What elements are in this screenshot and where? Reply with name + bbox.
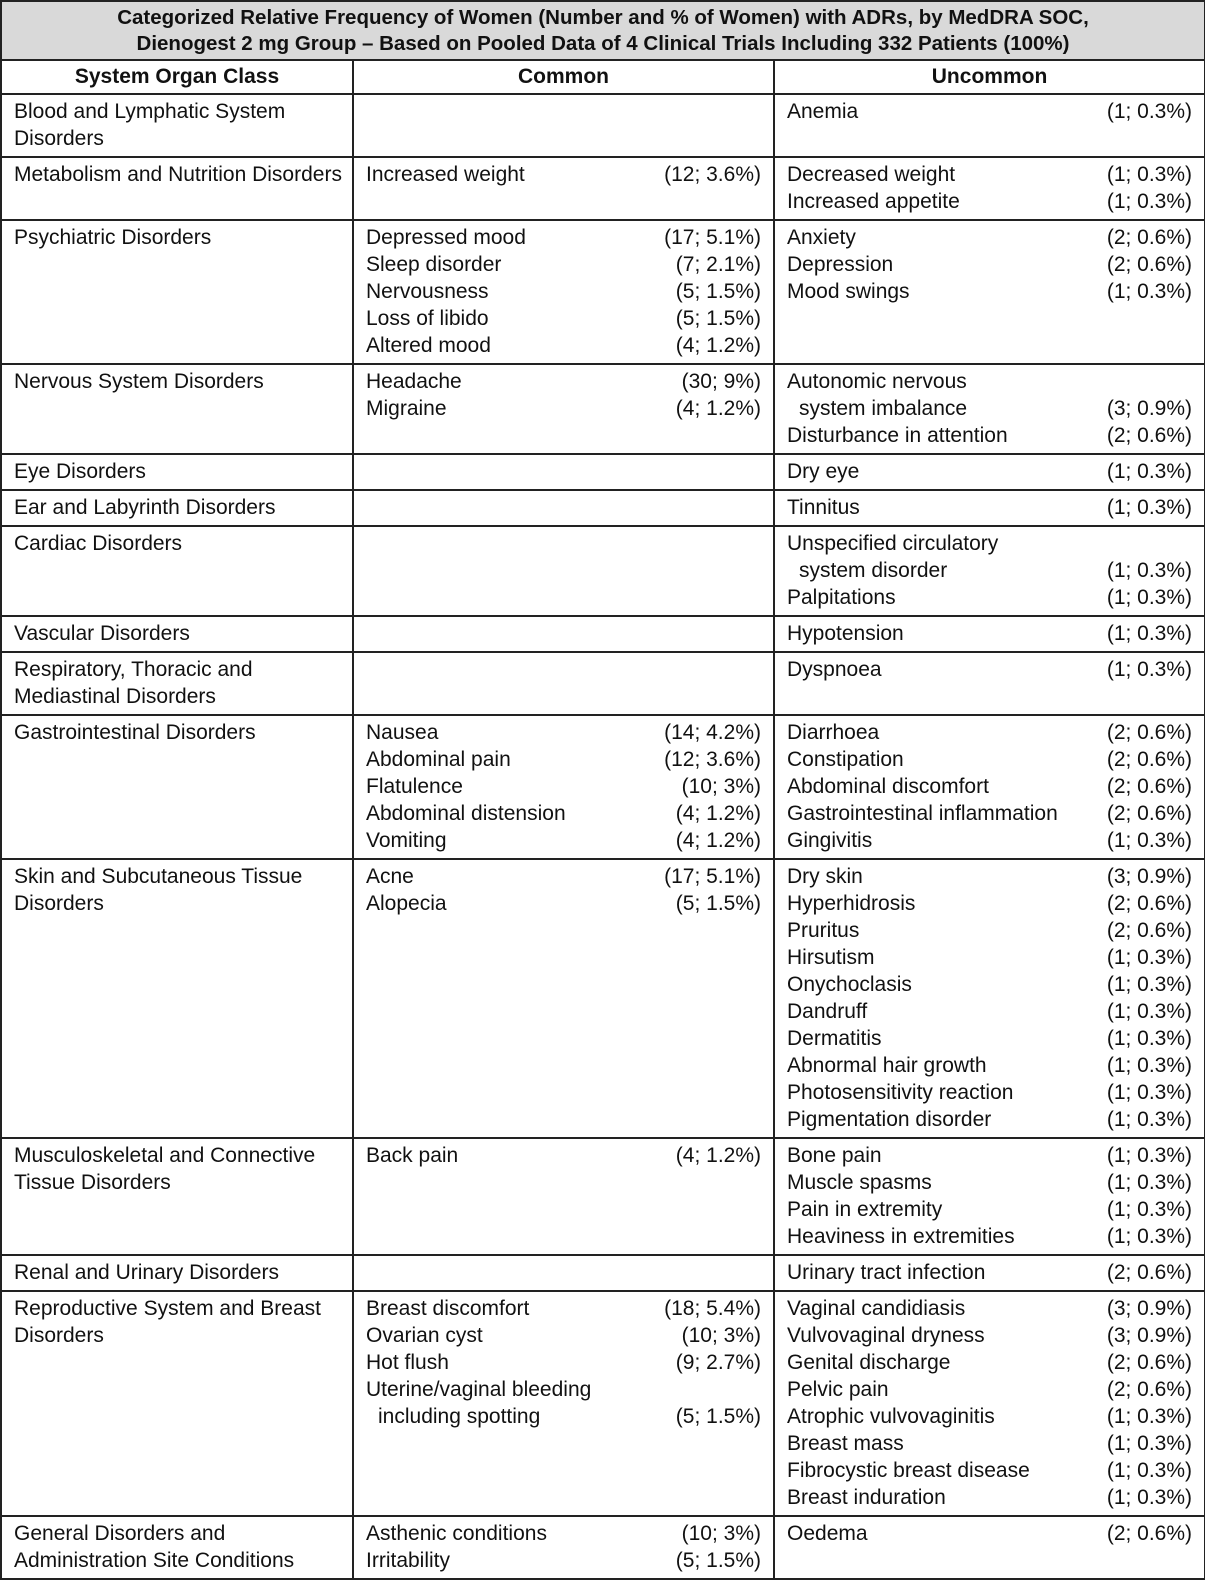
reaction-term: Photosensitivity reaction [787, 1081, 1014, 1104]
reaction-term: Onychoclasis [787, 973, 912, 996]
column-header-soc: System Organ Class [1, 60, 353, 94]
reaction-term: Breast discomfort [366, 1297, 530, 1320]
common-reaction-item [366, 224, 761, 251]
table-row [1, 1291, 1205, 1516]
common-cell [353, 157, 774, 220]
reaction-frequency: (2; 0.6%) [1106, 253, 1193, 276]
reaction-frequency: (1; 0.3%) [1106, 1144, 1193, 1167]
common-reaction-item [366, 395, 761, 422]
uncommon-reaction-item [787, 890, 1192, 917]
soc-cell: Psychiatric Disorders [1, 220, 353, 364]
common-reaction-item [366, 800, 761, 827]
reaction-term: Oedema [787, 1522, 868, 1545]
uncommon-cell [774, 364, 1205, 454]
soc-cell: Ear and Labyrinth Disorders [1, 490, 353, 526]
reaction-term: Abnormal hair growth [787, 1054, 987, 1077]
soc-cell: Eye Disorders [1, 454, 353, 490]
reaction-frequency: (1; 0.3%) [1106, 100, 1193, 123]
reaction-term: Pigmentation disorder [787, 1108, 992, 1131]
table-row [1, 94, 1205, 157]
reaction-frequency: (1; 0.3%) [1106, 1432, 1193, 1455]
reaction-term: Gastrointestinal inflammation [787, 802, 1058, 825]
common-cell [353, 1255, 774, 1291]
common-reaction-item [366, 305, 761, 332]
reaction-frequency: (1; 0.3%) [1106, 1486, 1193, 1509]
reaction-term: Depressed mood [366, 226, 526, 249]
uncommon-cell [774, 715, 1205, 859]
reaction-frequency: (2; 0.6%) [1106, 775, 1193, 798]
reaction-term: Unspecified circulatory [787, 532, 999, 555]
column-header-common: Common [353, 60, 774, 94]
soc-cell: Nervous System Disorders [1, 364, 353, 454]
reaction-frequency: (4; 1.2%) [675, 334, 761, 357]
reaction-frequency: (1; 0.3%) [1106, 460, 1193, 483]
reaction-term: Dyspnoea [787, 658, 882, 681]
column-header-uncommon: Uncommon [774, 60, 1205, 94]
reaction-term: Irritability [366, 1549, 451, 1572]
common-cell [353, 859, 774, 1138]
uncommon-cell [774, 94, 1205, 157]
common-cell [353, 1516, 774, 1579]
common-reaction-item [366, 719, 761, 746]
reaction-term: Dry eye [787, 460, 860, 483]
uncommon-reaction-item [787, 1052, 1192, 1079]
reaction-frequency: (9; 2.7%) [675, 1351, 761, 1374]
uncommon-cell [774, 157, 1205, 220]
uncommon-reaction-item [787, 719, 1192, 746]
reaction-frequency: (1; 0.3%) [1106, 1171, 1193, 1194]
table-title-line-1: Categorized Relative Frequency of Women (Number and % of Women) with ADRs, by MedDRA SOC, [117, 6, 1089, 29]
reaction-frequency: (14; 4.2%) [664, 721, 761, 744]
reaction-term: Atrophic vulvovaginitis [787, 1405, 995, 1428]
reaction-term: Hot flush [366, 1351, 449, 1374]
reaction-term: Autonomic nervous [787, 370, 967, 393]
uncommon-reaction-item [787, 1169, 1192, 1196]
common-reaction-item [366, 863, 761, 890]
reaction-term: Abdominal discomfort [787, 775, 989, 798]
reaction-frequency: (1; 0.3%) [1106, 163, 1193, 186]
reaction-frequency: (3; 0.9%) [1106, 865, 1193, 888]
uncommon-reaction-item [787, 161, 1192, 188]
reaction-term: Dermatitis [787, 1027, 882, 1050]
uncommon-reaction-item [787, 278, 1192, 305]
uncommon-cell [774, 1138, 1205, 1255]
reaction-frequency: (2; 0.6%) [1106, 748, 1193, 771]
common-reaction-item [366, 161, 761, 188]
reaction-term: system imbalance [799, 397, 968, 420]
reaction-frequency: (5; 1.5%) [675, 892, 761, 915]
uncommon-reaction-item [787, 917, 1192, 944]
uncommon-reaction-item [787, 1349, 1192, 1376]
reaction-term: Tinnitus [787, 496, 860, 519]
reaction-frequency: (1; 0.3%) [1106, 1000, 1193, 1023]
uncommon-reaction-item [787, 584, 1192, 611]
reaction-frequency: (2; 0.6%) [1106, 1351, 1193, 1374]
soc-cell: Cardiac Disorders [1, 526, 353, 616]
reaction-term: Dry skin [787, 865, 863, 888]
common-cell [353, 715, 774, 859]
reaction-term: Pain in extremity [787, 1198, 943, 1221]
reaction-term: Pruritus [787, 919, 860, 942]
reaction-frequency: (10; 3%) [681, 775, 761, 798]
reaction-term: Acne [366, 865, 414, 888]
table-row [1, 454, 1205, 490]
reaction-frequency: (2; 0.6%) [1106, 1378, 1193, 1401]
uncommon-cell [774, 454, 1205, 490]
reaction-term: Vomiting [366, 829, 447, 852]
uncommon-reaction-item [787, 746, 1192, 773]
uncommon-cell [774, 220, 1205, 364]
reaction-term: Palpitations [787, 586, 896, 609]
soc-cell: General Disorders and Administration Site Conditions [1, 1516, 353, 1579]
table-title-line-2: Dienogest 2 mg Group – Based on Pooled Data of 4 Clinical Trials Including 332 Patients (100%) [136, 32, 1070, 55]
soc-cell: Respiratory, Thoracic and Mediastinal Disorders [1, 652, 353, 715]
reaction-term: Constipation [787, 748, 904, 771]
reaction-term: Dandruff [787, 1000, 868, 1023]
reaction-term: Mood swings [787, 280, 910, 303]
reaction-frequency: (4; 1.2%) [675, 802, 761, 825]
reaction-term: Breast mass [787, 1432, 904, 1455]
uncommon-reaction-item [787, 1457, 1192, 1484]
uncommon-reaction-item [787, 1259, 1192, 1286]
reaction-frequency: (4; 1.2%) [675, 829, 761, 852]
reaction-term: Gingivitis [787, 829, 873, 852]
uncommon-cell [774, 1516, 1205, 1579]
reaction-term: Fibrocystic breast disease [787, 1459, 1030, 1482]
reaction-term: Breast induration [787, 1486, 946, 1509]
uncommon-cell [774, 652, 1205, 715]
uncommon-reaction-item [787, 557, 1192, 584]
reaction-term: Sleep disorder [366, 253, 502, 276]
uncommon-reaction-item [787, 395, 1192, 422]
common-reaction-item [366, 278, 761, 305]
uncommon-reaction-item [787, 188, 1192, 215]
reaction-term: Back pain [366, 1144, 459, 1167]
reaction-frequency: (4; 1.2%) [675, 397, 761, 420]
reaction-frequency: (1; 0.3%) [1106, 622, 1193, 645]
uncommon-reaction-item [787, 1484, 1192, 1511]
reaction-term: Bone pain [787, 1144, 882, 1167]
soc-cell: Gastrointestinal Disorders [1, 715, 353, 859]
reaction-term: Abdominal distension [366, 802, 566, 825]
common-cell [353, 220, 774, 364]
uncommon-reaction-item [787, 1079, 1192, 1106]
table-row [1, 616, 1205, 652]
uncommon-reaction-item [787, 656, 1192, 683]
common-cell [353, 490, 774, 526]
reaction-frequency: (1; 0.3%) [1106, 1081, 1193, 1104]
table-row [1, 364, 1205, 454]
common-reaction-item [366, 890, 761, 917]
reaction-term: Muscle spasms [787, 1171, 932, 1194]
title-row [1, 1, 1205, 60]
reaction-frequency: (1; 0.3%) [1106, 829, 1193, 852]
uncommon-reaction-item [787, 1196, 1192, 1223]
reaction-term: Ovarian cyst [366, 1324, 483, 1347]
reaction-term: Hirsutism [787, 946, 875, 969]
reaction-frequency: (3; 0.9%) [1106, 1324, 1193, 1347]
common-reaction-item [366, 746, 761, 773]
reaction-frequency: (4; 1.2%) [675, 1144, 761, 1167]
uncommon-reaction-item [787, 773, 1192, 800]
uncommon-reaction-item [787, 971, 1192, 998]
reaction-frequency: (5; 1.5%) [675, 307, 761, 330]
table-row [1, 1255, 1205, 1291]
reaction-frequency: (1; 0.3%) [1106, 586, 1193, 609]
reaction-term: Decreased weight [787, 163, 956, 186]
uncommon-reaction-item [787, 1376, 1192, 1403]
reaction-term: Asthenic conditions [366, 1522, 547, 1545]
common-cell [353, 1291, 774, 1516]
reaction-frequency: (5; 1.5%) [675, 280, 761, 303]
uncommon-reaction-item [787, 1106, 1192, 1133]
common-reaction-item [366, 773, 761, 800]
reaction-frequency: (1; 0.3%) [1106, 496, 1193, 519]
uncommon-reaction-item [787, 530, 1192, 557]
common-cell [353, 94, 774, 157]
reaction-frequency: (2; 0.6%) [1106, 721, 1193, 744]
common-reaction-item [366, 1142, 761, 1169]
common-reaction-item [366, 1295, 761, 1322]
uncommon-cell [774, 490, 1205, 526]
reaction-term: Vaginal candidiasis [787, 1297, 966, 1320]
reaction-frequency: (1; 0.3%) [1106, 280, 1193, 303]
reaction-term: Uterine/vaginal bleeding [366, 1378, 592, 1401]
uncommon-reaction-item [787, 368, 1192, 395]
reaction-frequency: (17; 5.1%) [664, 865, 761, 888]
uncommon-cell [774, 859, 1205, 1138]
reaction-frequency: (30; 9%) [681, 370, 761, 393]
reaction-term: Heaviness in extremities [787, 1225, 1015, 1248]
common-reaction-item [366, 1547, 761, 1574]
reaction-frequency: (18; 5.4%) [664, 1297, 761, 1320]
reaction-frequency: (2; 0.6%) [1106, 802, 1193, 825]
uncommon-reaction-item [787, 224, 1192, 251]
reaction-frequency: (2; 0.6%) [1106, 892, 1193, 915]
reaction-frequency: (2; 0.6%) [1106, 1261, 1193, 1284]
reaction-term: Hypotension [787, 622, 904, 645]
uncommon-reaction-item [787, 1223, 1192, 1250]
reaction-frequency: (1; 0.3%) [1106, 559, 1193, 582]
common-reaction-item [366, 1376, 761, 1403]
common-cell [353, 1138, 774, 1255]
reaction-term: Anemia [787, 100, 859, 123]
reaction-frequency: (5; 1.5%) [675, 1405, 761, 1428]
reaction-term: Increased appetite [787, 190, 960, 213]
uncommon-reaction-item [787, 494, 1192, 521]
uncommon-reaction-item [787, 1520, 1192, 1547]
uncommon-reaction-item [787, 458, 1192, 485]
table-row [1, 652, 1205, 715]
table-body [1, 94, 1205, 1579]
soc-cell: Musculoskeletal and Connective Tissue Disorders [1, 1138, 353, 1255]
uncommon-reaction-item [787, 863, 1192, 890]
reaction-frequency: (1; 0.3%) [1106, 1405, 1193, 1428]
reaction-frequency: (12; 3.6%) [664, 163, 761, 186]
uncommon-reaction-item [787, 422, 1192, 449]
reaction-term: Increased weight [366, 163, 525, 186]
soc-cell: Renal and Urinary Disorders [1, 1255, 353, 1291]
reaction-frequency: (7; 2.1%) [675, 253, 761, 276]
common-reaction-item [366, 332, 761, 359]
common-cell [353, 364, 774, 454]
common-cell [353, 454, 774, 490]
reaction-frequency: (1; 0.3%) [1106, 1108, 1193, 1131]
soc-cell: Reproductive System and Breast Disorders [1, 1291, 353, 1516]
reaction-term: Loss of libido [366, 307, 489, 330]
uncommon-reaction-item [787, 251, 1192, 278]
uncommon-reaction-item [787, 98, 1192, 125]
soc-cell: Vascular Disorders [1, 616, 353, 652]
soc-cell: Metabolism and Nutrition Disorders [1, 157, 353, 220]
uncommon-reaction-item [787, 1025, 1192, 1052]
common-reaction-item [366, 1520, 761, 1547]
reaction-term: Headache [366, 370, 462, 393]
reaction-frequency: (12; 3.6%) [664, 748, 761, 771]
common-cell [353, 616, 774, 652]
uncommon-cell [774, 1255, 1205, 1291]
soc-cell: Skin and Subcutaneous Tissue Disorders [1, 859, 353, 1138]
common-reaction-item [366, 251, 761, 278]
reaction-term: Altered mood [366, 334, 491, 357]
reaction-frequency: (10; 3%) [681, 1324, 761, 1347]
reaction-term: Genital discharge [787, 1351, 951, 1374]
reaction-term: Urinary tract infection [787, 1261, 986, 1284]
reaction-frequency: (10; 3%) [681, 1522, 761, 1545]
reaction-term: Pelvic pain [787, 1378, 889, 1401]
uncommon-reaction-item [787, 1295, 1192, 1322]
common-cell [353, 652, 774, 715]
reaction-frequency: (1; 0.3%) [1106, 946, 1193, 969]
reaction-frequency: (1; 0.3%) [1106, 190, 1193, 213]
soc-cell: Blood and Lymphatic System Disorders [1, 94, 353, 157]
reaction-frequency: (1; 0.3%) [1106, 1459, 1193, 1482]
uncommon-reaction-item [787, 1430, 1192, 1457]
common-reaction-item [366, 1322, 761, 1349]
table-row [1, 859, 1205, 1138]
common-reaction-item [366, 1349, 761, 1376]
reaction-frequency: (1; 0.3%) [1106, 1054, 1193, 1077]
uncommon-reaction-item [787, 998, 1192, 1025]
reaction-frequency: (2; 0.6%) [1106, 424, 1193, 447]
table-row [1, 715, 1205, 859]
reaction-frequency: (2; 0.6%) [1106, 1522, 1193, 1545]
uncommon-cell [774, 526, 1205, 616]
reaction-term: Depression [787, 253, 894, 276]
uncommon-reaction-item [787, 800, 1192, 827]
table-row [1, 220, 1205, 364]
reaction-frequency: (1; 0.3%) [1106, 1225, 1193, 1248]
table-row [1, 1516, 1205, 1579]
table-row [1, 1138, 1205, 1255]
reaction-term: Nervousness [366, 280, 489, 303]
uncommon-reaction-item [787, 827, 1192, 854]
reaction-term: Abdominal pain [366, 748, 511, 771]
reaction-frequency: (1; 0.3%) [1106, 658, 1193, 681]
column-header-row [1, 60, 1205, 94]
reaction-term: Flatulence [366, 775, 463, 798]
reaction-frequency: (2; 0.6%) [1106, 226, 1193, 249]
common-cell [353, 526, 774, 616]
table-row [1, 157, 1205, 220]
reaction-term: Nausea [366, 721, 439, 744]
common-reaction-item [366, 368, 761, 395]
uncommon-reaction-item [787, 1322, 1192, 1349]
table-row [1, 526, 1205, 616]
reaction-frequency: (1; 0.3%) [1106, 973, 1193, 996]
reaction-frequency: (3; 0.9%) [1106, 1297, 1193, 1320]
common-reaction-item [366, 1403, 761, 1430]
reaction-term: Hyperhidrosis [787, 892, 916, 915]
uncommon-reaction-item [787, 1403, 1192, 1430]
table-title [1, 1, 1205, 60]
reaction-term: Vulvovaginal dryness [787, 1324, 985, 1347]
reaction-frequency: (2; 0.6%) [1106, 919, 1193, 942]
reaction-term: system disorder [799, 559, 948, 582]
reaction-frequency: (17; 5.1%) [664, 226, 761, 249]
reaction-term: Diarrhoea [787, 721, 880, 744]
reaction-frequency: (1; 0.3%) [1106, 1027, 1193, 1050]
reaction-term: Anxiety [787, 226, 856, 249]
table-row [1, 490, 1205, 526]
uncommon-reaction-item [787, 620, 1192, 647]
reaction-frequency: (5; 1.5%) [675, 1549, 761, 1572]
reaction-term: Disturbance in attention [787, 424, 1008, 447]
uncommon-cell [774, 616, 1205, 652]
reaction-frequency: (1; 0.3%) [1106, 1198, 1193, 1221]
uncommon-cell [774, 1291, 1205, 1516]
reaction-frequency: (3; 0.9%) [1106, 397, 1193, 420]
uncommon-reaction-item [787, 944, 1192, 971]
reaction-term: including spotting [378, 1405, 541, 1428]
reaction-term: Alopecia [366, 892, 447, 915]
uncommon-reaction-item [787, 1142, 1192, 1169]
common-reaction-item [366, 827, 761, 854]
reaction-term: Migraine [366, 397, 447, 420]
